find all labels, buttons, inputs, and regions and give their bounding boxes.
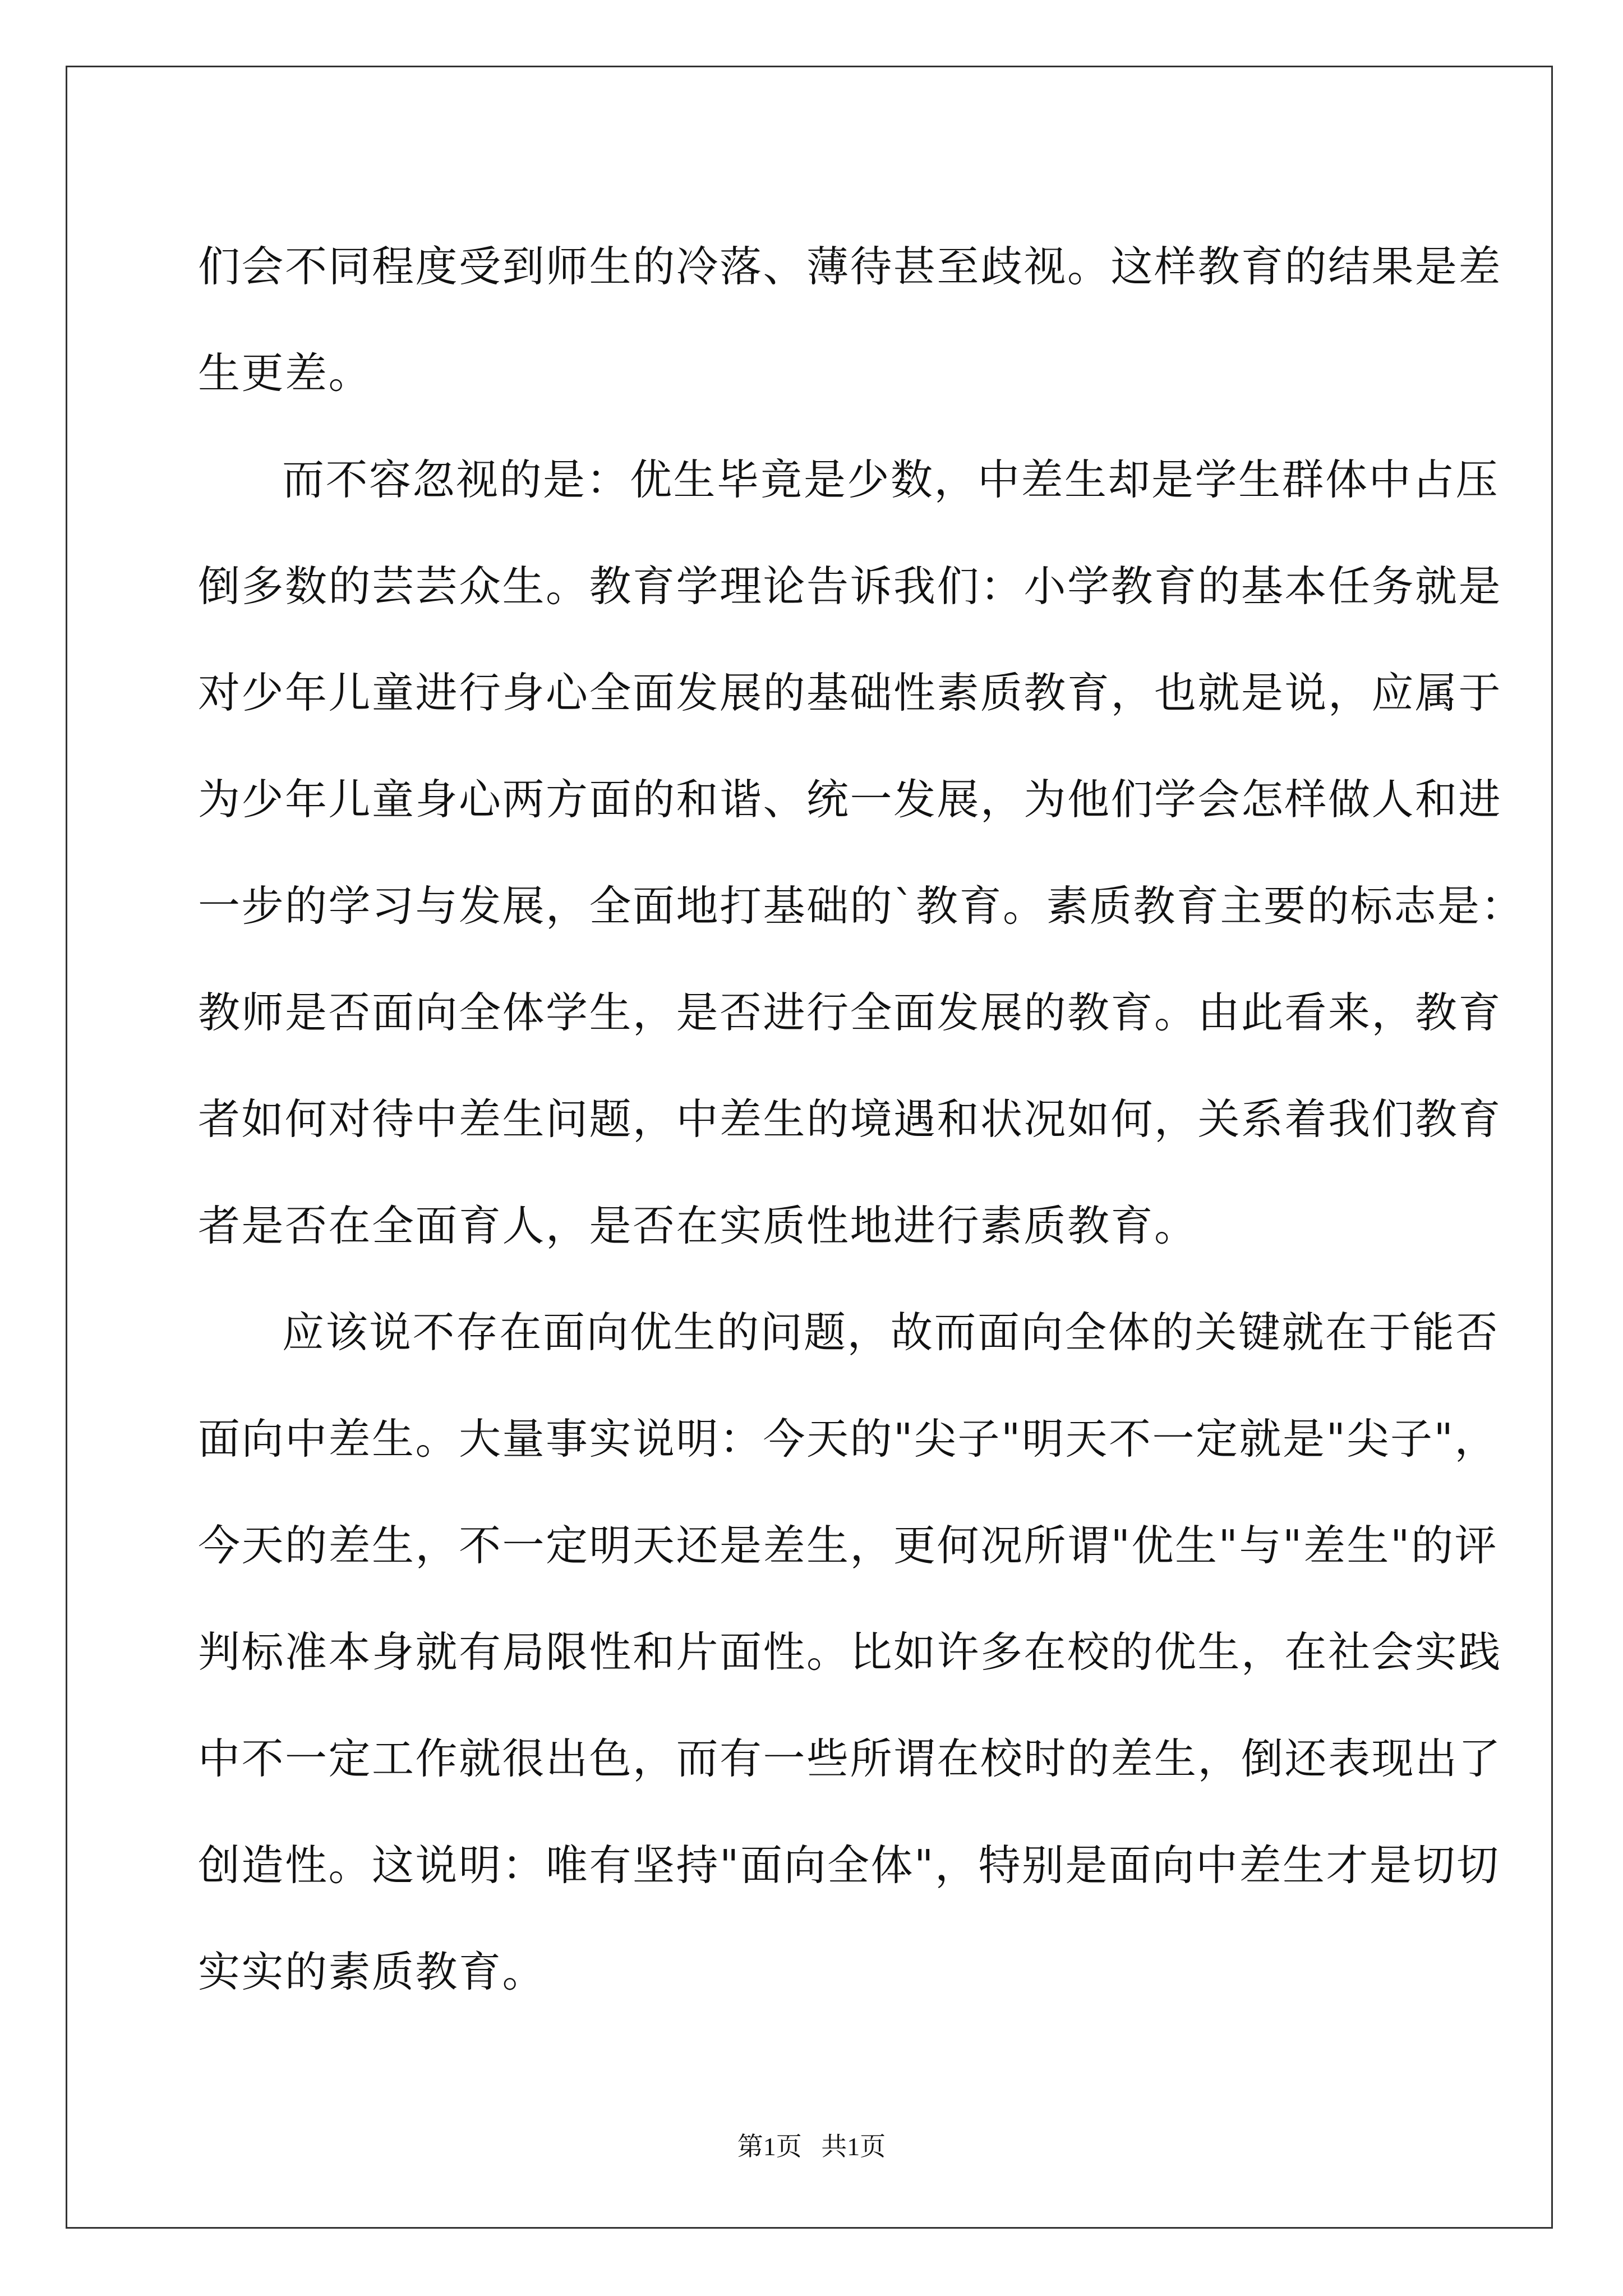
text-line: 教师是否面向全体学生，是否进行全面发展的教育。由此看来，教育 (198, 988, 1502, 1037)
text-line: 创造性。这说明：唯有坚持"面向全体"，特别是面向中差生才是切切 (198, 1841, 1500, 1890)
text-line: 者是否在全面育人，是否在实质性地进行素质教育。 (198, 1201, 1198, 1250)
text-line: 而不容忽视的是：优生毕竟是少数，中差生却是学生群体中占压 (282, 455, 1500, 504)
page-number-footer: 第1页 共1页 (737, 2132, 886, 2161)
document-body (198, 213, 1525, 2025)
text-line: 今天的差生，不一定明天还是差生，更何况所谓"优生"与"差生"的评 (198, 1521, 1498, 1570)
text-line: 判标准本身就有局限性和片面性。比如许多在校的优生，在社会实践 (198, 1627, 1502, 1677)
text-line: 一步的学习与发展，全面地打基础的`教育。素质教育主要的标志是： (198, 881, 1525, 931)
text-line: 实实的素质教育。 (198, 1947, 546, 1996)
text-line: 中不一定工作就很出色，而有一些所谓在校时的差生，倒还表现出了 (198, 1734, 1502, 1783)
text-line: 者如何对待中差生问题，中差生的境遇和状况如何，关系着我们教育 (198, 1094, 1502, 1144)
text-line: 生更差。 (198, 348, 372, 398)
text-line: 倒多数的芸芸众生。教育学理论告诉我们：小学教育的基本任务就是 (198, 562, 1502, 611)
text-line: 面向中差生。大量事实说明：今天的"尖子"明天不一定就是"尖子"， (198, 1414, 1498, 1464)
text-line: 为少年儿童身心两方面的和谐、统一发展，为他们学会怎样做人和进 (198, 775, 1502, 824)
text-line: 们会不同程度受到师生的冷落、薄待甚至歧视。这样教育的结果是差 (198, 242, 1502, 291)
text-line: 应该说不存在面向优生的问题，故而面向全体的关键就在于能否 (282, 1308, 1500, 1357)
text-line: 对少年儿童进行身心全面发展的基础性素质教育，也就是说，应属于 (198, 668, 1502, 717)
